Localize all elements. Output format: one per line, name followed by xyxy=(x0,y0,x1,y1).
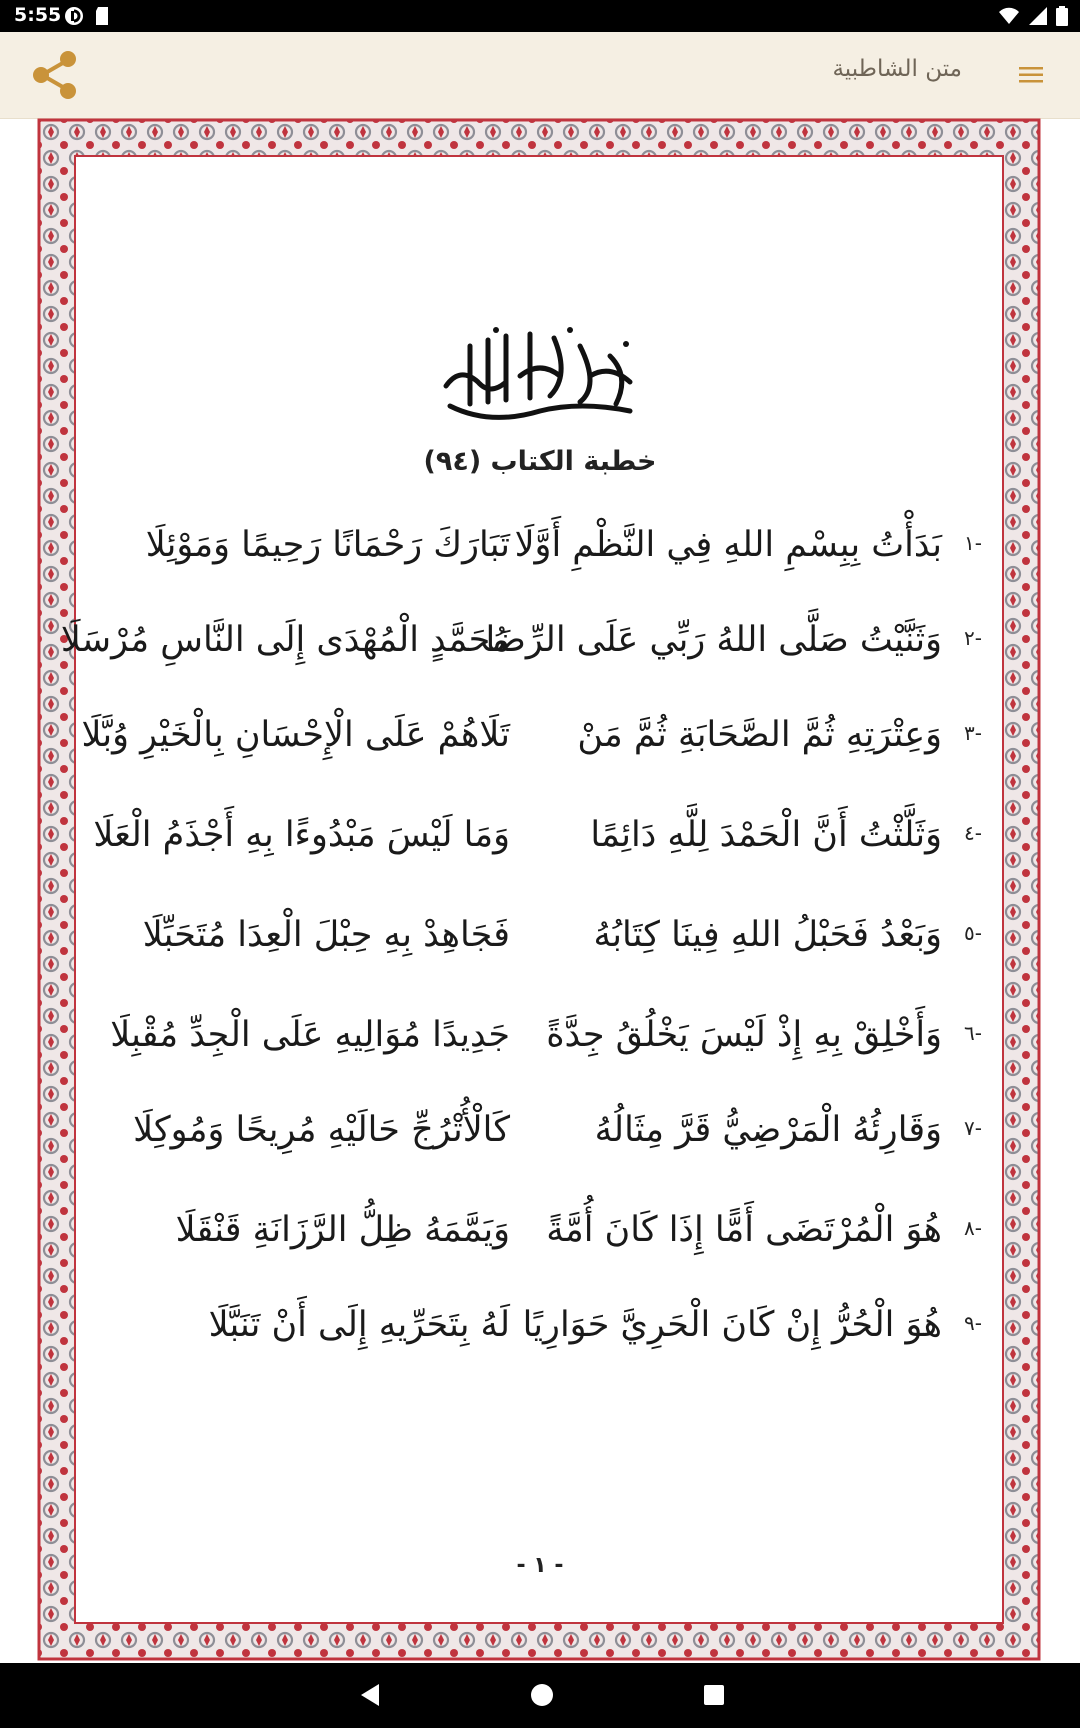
share-button[interactable] xyxy=(28,48,82,102)
verse-second-hemistich: فَجَاهِدْ بِهِ حِبْلَ الْعِدَا مُتَحَبِّلَا xyxy=(142,915,510,955)
verse-row xyxy=(110,1295,990,1355)
recents-icon[interactable] xyxy=(700,1681,728,1709)
verse-number: -٨ xyxy=(964,1216,982,1240)
back-icon[interactable] xyxy=(355,1680,385,1710)
verse-first-hemistich: هُوَ الْحُرُّ إِنْ كَانَ الْحَرِيَّ حَوَارِيًا xyxy=(522,1305,942,1345)
verse-first-hemistich: وَقَارِئُهُ الْمَرْضِيُّ قَرَّ مِثَالُهُ xyxy=(594,1110,942,1150)
verse-first-hemistich: وَثَنَّيْتُ صَلَّى اللهُ رَبِّي عَلَى الرِّضَا xyxy=(485,620,942,660)
verse-number: -٢ xyxy=(964,626,982,650)
home-icon[interactable] xyxy=(527,1680,557,1710)
verse-row xyxy=(110,905,990,965)
verse-first-hemistich: وَثَلَّثْتُ أَنَّ الْحَمْدَ لِلَّهِ دَائِمًا xyxy=(590,815,942,855)
verse-number: -٣ xyxy=(964,721,982,745)
status-bar xyxy=(0,0,1080,32)
battery-icon xyxy=(1056,6,1068,26)
share-icon xyxy=(28,48,82,102)
wifi-icon xyxy=(998,6,1020,26)
basmala-calligraphy xyxy=(430,316,650,436)
app-title: متن الشاطبية xyxy=(832,56,962,82)
section-title: خطبة الكتاب (٩٤) xyxy=(423,446,657,477)
verse-row xyxy=(110,1100,990,1160)
verse-second-hemistich: وَمَا لَيْسَ مَبْدُوءًا بِهِ أَجْذَمُ الْعَلَا xyxy=(93,815,510,855)
status-left-icons xyxy=(64,6,110,26)
verse-first-hemistich: هُوَ الْمُرْتَضَى أَمًّا إِذَا كَانَ أُمَّةً xyxy=(546,1210,942,1250)
verse-number: -٦ xyxy=(964,1021,982,1045)
verse-row xyxy=(110,1005,990,1065)
verse-row xyxy=(110,1200,990,1260)
verse-first-hemistich: بَدَأْتُ بِبِسْمِ اللهِ فِي النَّظْمِ أَوَّلَا xyxy=(514,525,942,565)
status-right-icons xyxy=(998,6,1068,26)
sd-card-icon xyxy=(94,6,110,26)
verse-row xyxy=(93,805,990,865)
system-nav-bar xyxy=(0,1663,1080,1728)
verse-first-hemistich: وَبَعْدُ فَحَبْلُ اللهِ فِينَا كِتَابُهُ xyxy=(593,915,942,955)
verse-first-hemistich: وَعِتْرَتِهِ ثُمَّ الصَّحَابَةِ ثُمَّ مَنْ xyxy=(577,715,942,755)
assistant-icon xyxy=(64,6,84,26)
verse-number: -٤ xyxy=(964,821,982,845)
verse-second-hemistich: كَالْأُتْرُجِّ حَالَيْهِ مُرِيحًا وَمُوكِلَا xyxy=(133,1110,510,1150)
verse-number: -٥ xyxy=(964,921,982,945)
verse-second-hemistich: تَبَارَكَ رَحْمَانًا رَحِيمًا وَمَوْئِلَا xyxy=(145,525,510,565)
verse-row xyxy=(110,515,990,575)
page-number: - ١ - xyxy=(516,1553,564,1578)
app-bar xyxy=(0,32,1080,119)
verse-second-hemistich: مُحَمَّدٍ الْمُهْدَى إِلَى النَّاسِ مُرْسَلَا xyxy=(60,620,510,660)
verse-number: -٩ xyxy=(964,1311,982,1335)
status-time: 5:55 xyxy=(14,4,62,26)
verse-second-hemistich: لَهُ بِتَحَرِّيهِ إِلَى أَنْ تَنَبَّلَا xyxy=(208,1305,510,1345)
signal-icon xyxy=(1028,6,1048,26)
verse-second-hemistich: تَلَاهُمْ عَلَى الْإِحْسَانِ بِالْخَيْرِ وُبَّلَا xyxy=(81,715,510,755)
verse-second-hemistich: وَيَمَّمَهُ ظِلُّ الرَّزَانَةِ قَنْقَلَا xyxy=(175,1210,510,1250)
menu-button[interactable] xyxy=(1016,60,1046,90)
verse-number: -٧ xyxy=(964,1116,982,1140)
verse-row xyxy=(60,610,990,670)
verse-second-hemistich: جَدِيدًا مُوَالِيهِ عَلَى الْجِدِّ مُقْبِلَا xyxy=(110,1015,510,1055)
verse-row xyxy=(81,705,990,765)
verse-first-hemistich: وَأَخْلِقْ بِهِ إِذْ لَيْسَ يَخْلُقُ جِدَّةً xyxy=(546,1015,942,1055)
hamburger-menu-icon xyxy=(1016,60,1046,90)
verse-number: -١ xyxy=(964,531,982,555)
